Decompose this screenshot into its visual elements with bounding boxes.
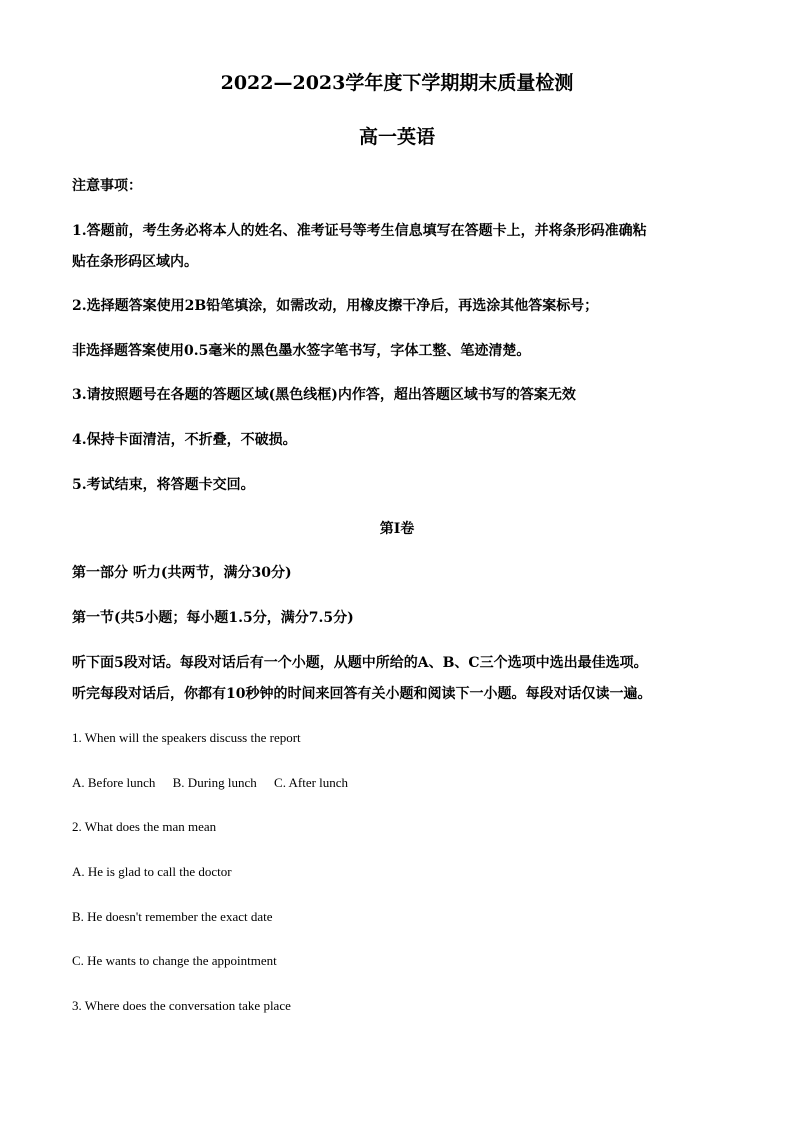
part-1-heading: 第一部分 听力(共两节，满分30分)	[72, 565, 292, 581]
subsection-1-heading: 第一节(共5小题；每小题1.5分，满分7.5分)	[72, 610, 354, 626]
instructions-line-1: 听下面5段对话。每段对话后有一个小题，从题中所给的A、B、C三个选项中选出最佳选项。	[72, 655, 648, 671]
notice-item-3: 3.请按照题号在各题的答题区域(黑色线框)内作答，超出答题区域书写的答案无效	[72, 387, 576, 403]
question-1-option-a: A. Before lunch	[72, 775, 156, 790]
question-2-option-c: C. He wants to change the appointment	[72, 953, 277, 968]
notice-item-2-line-2: 非选择题答案使用0.5毫米的黑色墨水签字笔书写，字体工整、笔迹清楚。	[72, 343, 531, 359]
question-1-option-c: C. After lunch	[274, 775, 349, 790]
notice-item-1-line-2: 贴在条形码区域内。	[72, 254, 198, 270]
question-3-stem: 3. Where does the conversation take place	[72, 998, 291, 1013]
notice-item-5: 5.考试结束，将答题卡交回。	[72, 477, 255, 493]
question-2-option-a: A. He is glad to call the doctor	[72, 864, 232, 879]
volume-heading: 第I卷	[379, 521, 415, 537]
question-1-stem: 1. When will the speakers discuss the report	[72, 730, 301, 745]
instructions-line-2: 听完每段对话后，你都有10秒钟的时间来回答有关小题和阅读下一小题。每段对话仅读一遍。	[72, 686, 652, 702]
question-2-stem: 2. What does the man mean	[72, 819, 217, 834]
notice-heading: 注意事项：	[72, 178, 142, 194]
question-1-option-b: B. During lunch	[172, 775, 257, 790]
exam-subject: 高一英语	[358, 126, 435, 148]
notice-item-2-line-1: 2.选择题答案使用2B铅笔填涂，如需改动，用橡皮擦干净后，再选涂其他答案标号；	[72, 298, 599, 314]
notice-item-4: 4.保持卡面清洁，不折叠，不破损。	[72, 432, 297, 448]
question-1-options	[72, 774, 732, 792]
exam-title: 2022—2023学年度下学期期末质量检测	[220, 72, 574, 94]
notice-item-1-line-1: 1.答题前，考生务必将本人的姓名、准考证号等考生信息填写在答题卡上，并将条形码准确粘	[72, 223, 647, 239]
question-2-option-b: B. He doesn't remember the exact date	[72, 909, 273, 924]
